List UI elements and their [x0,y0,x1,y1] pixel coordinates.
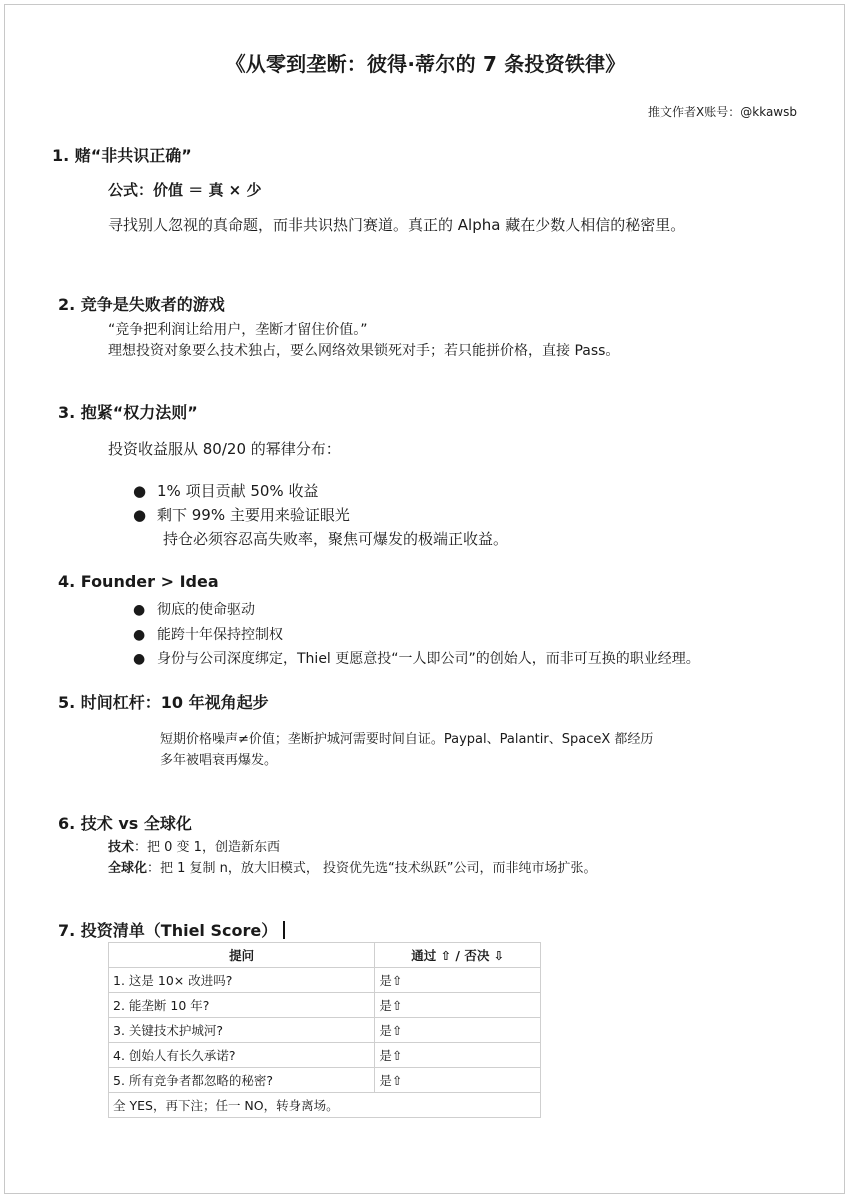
bullet-icon: ● [133,482,147,500]
section-6-line1: 技术：把 0 变 1，创造新东西 [108,840,280,855]
column-header-verdict: 通过 ⇧ / 否决 ⇩ [375,943,541,968]
section-6-line2: 全球化：把 1 复制 n，放大旧模式， 投资优先选“技术纵跃”公司，而非纯市场扩张。 [108,861,597,876]
bullet-icon: ● [133,506,147,524]
section-4-bullet: ● 能跨十年保持控制权 [133,627,283,643]
section-2-quote: “竞争把利润让给用户，垄断才留住价值。” [108,322,368,338]
table-footer-row [109,1093,541,1118]
verdict-cell: 是⇧ [375,1043,541,1068]
bullet-icon: ● [133,651,146,667]
section-4-bullet: ● 身份与公司深度绑定，Thiel 更愿意投“一人即公司”的创始人，而非可互换的职业经理。 [133,651,700,667]
section-3-intro: 投资收益服从 80/20 的幂律分布： [108,440,341,458]
section-6-heading: 6. 技术 vs 全球化 [58,814,192,833]
section-5-text-line1: 短期价格噪声≠价值；垄断护城河需要时间自证。Paypal、Palantir、SpaceX 都经历 [160,732,654,747]
table-row [109,1018,541,1043]
section-1-heading: 1. 赌“非共识正确” [52,146,192,165]
verdict-cell: 是⇧ [375,993,541,1018]
section-4-heading: 4. Founder > Idea [58,572,219,591]
table-row [109,1068,541,1093]
document-title: 《从零到垄断：彼得·蒂尔的 7 条投资铁律》 [225,52,626,76]
question-cell: 2. 能垄断 10 年? [109,993,375,1018]
section-3-tail: 持仓必须容忍高失败率，聚焦可爆发的极端正收益。 [163,530,509,548]
section-7-heading: 7. 投资清单（Thiel Score） [58,918,285,941]
verdict-cell: 是⇧ [375,1068,541,1093]
section-3-bullet: ● 剩下 99% 主要用来验证眼光 [133,506,350,524]
section-3-bullet: ● 1% 项目贡献 50% 收益 [133,482,319,500]
section-3-heading: 3. 抱紧“权力法则” [58,403,198,422]
bullet-icon: ● [133,602,146,618]
section-1-formula: 公式：价值 ＝ 真 × 少 [108,181,262,199]
section-5-heading: 5. 时间杠杆：10 年视角起步 [58,693,269,712]
section-2-text: 理想投资对象要么技术独占，要么网络效果锁死对手；若只能拼价格，直接 Pass。 [108,343,620,359]
section-2-heading: 2. 竞争是失败者的游戏 [58,295,225,314]
section-4-bullet: ● 彻底的使命驱动 [133,602,255,618]
section-5-text-line2: 多年被唱衰再爆发。 [160,753,278,768]
column-header-question: 提问 [109,943,375,968]
section-1-text: 寻找别人忽视的真命题，而非共识热门赛道。真正的 Alpha 藏在少数人相信的秘密里。 [108,216,686,234]
thiel-score-table [108,942,541,1118]
verdict-cell: 是⇧ [375,1018,541,1043]
text-cursor [283,921,285,939]
table-footer-cell: 全 YES，再下注；任一 NO，转身离场。 [109,1093,541,1118]
bullet-icon: ● [133,627,146,643]
question-cell: 1. 这是 10× 改进吗? [109,968,375,993]
table-header-row [109,943,541,968]
question-cell: 5. 所有竞争者都忽略的秘密? [109,1068,375,1093]
verdict-cell: 是⇧ [375,968,541,993]
table-row [109,1043,541,1068]
question-cell: 4. 创始人有长久承诺? [109,1043,375,1068]
author-handle: 推文作者X账号：@kkawsb [648,105,797,119]
question-cell: 3. 关键技术护城河? [109,1018,375,1043]
table-row [109,968,541,993]
table-row [109,993,541,1018]
